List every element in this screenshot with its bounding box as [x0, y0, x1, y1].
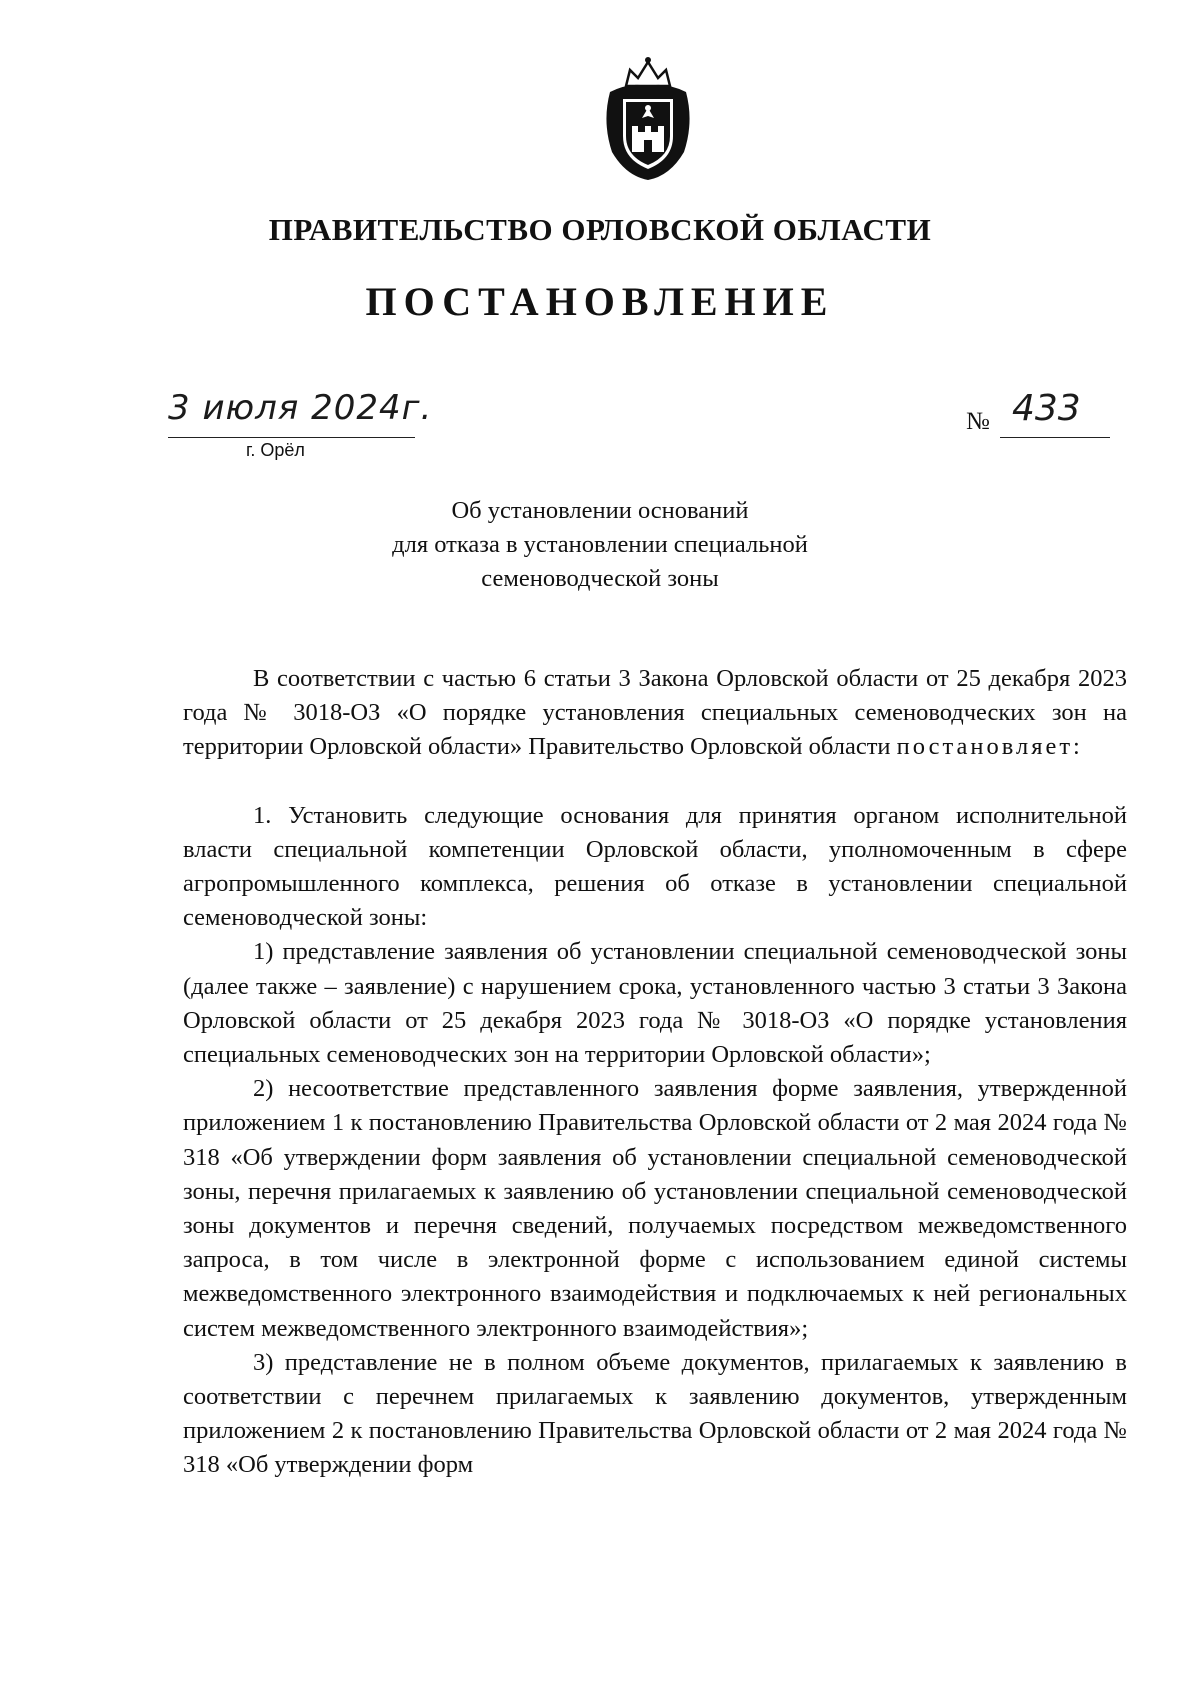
- clause-1-item-1: 1) представление заявления об установлении специальной семеноводческой зоны (далее также – заявление) с нарушением срока, установленного частью 3 статьи 3 Закона Орловской области от 25 декабря 2023 года № 3018-ОЗ «О порядке установления специальных семеноводческих зон на территории Орловской области»;: [183, 938, 1127, 1069]
- clause-1-item-3: 3) представление не в полном объеме документов, прилагаемых к заявлению в соответствии с перечнем прилагаемых к заявлению документов, утвержденным приложением 2 к постановлению Правительства Орловской области от 2 мая 2024 года № 318 «Об утверждении форм: [183, 1348, 1127, 1479]
- clause-1: 1. Установить следующие основания для принятия органом исполнительной власти специальной компетенции Орловской области, уполномоченным в сфере агропромышленного комплекса, решения об отказе в установлении специальной семеноводческой зоны:: [183, 801, 1127, 932]
- date-underline: [168, 437, 415, 438]
- subject-line: Об установлении оснований: [451, 497, 749, 524]
- coat-of-arms-icon: [596, 52, 700, 182]
- subject-line: семеноводческой зоны: [481, 565, 719, 592]
- document-type: ПОСТАНОВЛЕНИЕ: [365, 279, 835, 324]
- city-label: г. Орёл: [246, 440, 305, 460]
- government-title: ПРАВИТЕЛЬСТВО ОРЛОВСКОЙ ОБЛАСТИ: [268, 212, 932, 247]
- document-subject: [300, 494, 900, 596]
- preamble-paragraph: [183, 662, 1127, 765]
- subject-line: для отказа в установлении специальной: [392, 531, 808, 558]
- resolves-word: постановляет:: [896, 733, 1083, 761]
- number-underline: [1000, 437, 1110, 438]
- clause-1-item-2: 2) несоответствие представленного заявления форме заявления, утвержденной приложением 1 к постановлению Правительства Орловской области от 2 мая 2024 года № 318 «Об утверждении форм заявления об установлении специальной семеноводческой зоны, перечня прилагаемых к заявлению об установлении специальной семеноводческой зоны документов и перечня сведений, получаемых посредством межведомственного запроса, в том числе в электронной форме с использованием единой системы межведомственного электронного взаимодействия и подключаемых к ней региональных систем межведомственного электронного взаимодействия»;: [183, 1075, 1127, 1342]
- handwritten-number: 433: [1012, 388, 1081, 429]
- handwritten-date: 3 июля 2024г.: [168, 388, 433, 428]
- preamble-text: В соответствии с частью 6 статьи 3 Закона Орловской области от 25 декабря 2023 года № 3018-ОЗ «О порядке установления специальных семеноводческих зон на территории Орловской области» Правительство Орловской области: [183, 665, 1127, 761]
- document-body: [183, 662, 1127, 1483]
- number-sign: №: [966, 408, 990, 435]
